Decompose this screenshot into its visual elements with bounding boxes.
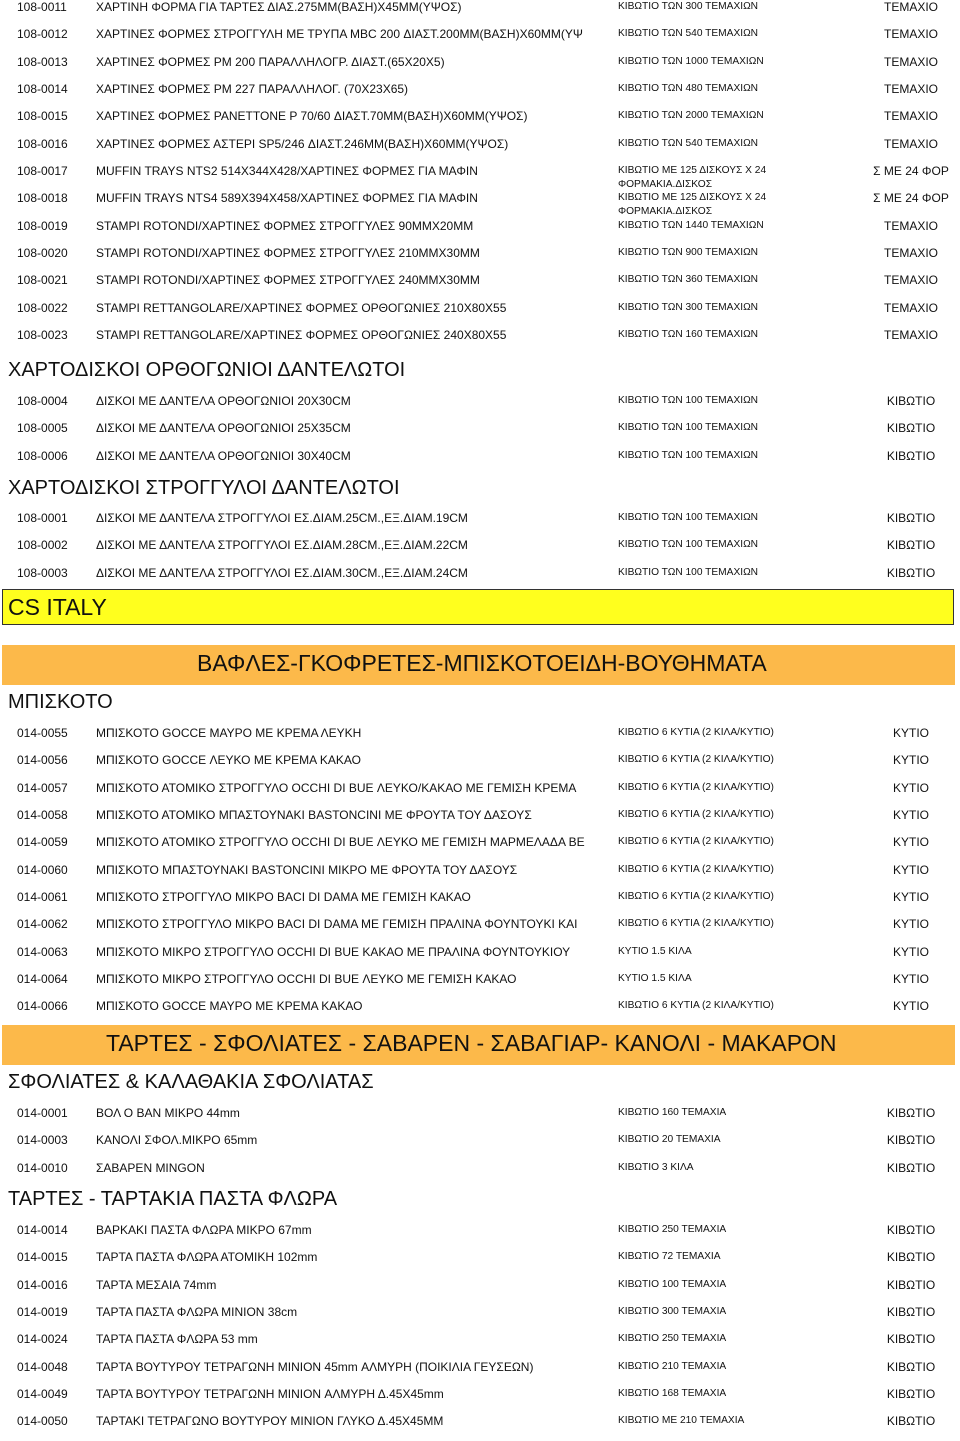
sales-unit: ΚΙΒΩΤΙΟ <box>886 394 936 408</box>
product-code: 108-0014 <box>17 81 68 96</box>
product-description: ΧΑΡΤΙΝΕΣ ΦΟΡΜΕΣ ΑΣΤΕΡΙ SP5/246 ΔΙΑΣΤ.246ΜΜ(ΒΑΣΗ)Χ60ΜΜ(ΥΨΟΣ) <box>96 136 509 151</box>
table-row <box>0 808 960 835</box>
product-description: ΚΑΝΟΛΙ ΣΦΟΛ.ΜΙΚΡΟ 65mm <box>96 1133 258 1148</box>
sales-unit: ΤΕΜΑΧΙΟ <box>883 54 938 69</box>
product-description: ΧΑΡΤΙΝΕΣ ΦΟΡΜΕΣ PM 227 ΠΑΡΑΛΛΗΛΟΓ. (70Χ23Χ65) <box>96 81 409 96</box>
packaging-info: ΚΙΒΩΤΙΟ 250 ΤΕΜΑΧΙΑ <box>618 1333 727 1345</box>
packaging-info: ΚΙΒΩΤΙΟ ΜΕ 125 ΔΙΣΚΟΥΣ Χ 24 ΦΟΡΜΑΚΙΑ.ΔΙΣΚΟΣ <box>618 164 767 190</box>
product-description: STAMPI RETTANGOLARE/ΧΑΡΤΙΝΕΣ ΦΟΡΜΕΣ ΟΡΘΟΓΩΝΙΕΣ 210Χ80Χ55 <box>96 300 507 315</box>
sales-unit: ΚΙΒΩΤΙΟ <box>886 1359 936 1374</box>
sales-unit: ΚΙΒΩΤΙΟ <box>886 1386 936 1401</box>
product-description: ΤΑΡΤΑ ΒΟΥΤΥΡΟΥ ΤΕΤΡΑΓΩΝΗ MINION ΑΛΜΥΡΗ Δ.45Χ45mm <box>96 1386 444 1401</box>
product-code: 014-0061 <box>17 889 68 904</box>
product-description: ΤΑΡΤΑΚΙ ΤΕΤΡΑΓΩΝΟ ΒΟΥΤΥΡΟΥ MINION ΓΛΥΚΟ Δ.45Χ45ΜΜ <box>96 1414 444 1429</box>
packaging-info: ΚΙΒΩΤΙΟ ΤΩΝ 100 ΤΕΜΑΧΙΩΝ <box>618 539 759 551</box>
category-heading: ΧΑΡΤΟΔΙΣΚΟΙ ΣΤΡΟΓΓΥΛΟΙ ΔΑΝΤΕΛΩΤΟΙ <box>8 477 400 499</box>
section-banner-title: ΒΑΦΛΕΣ-ΓΚΟΦΡΕΤΕΣ-ΜΠΙΣΚΟΤΟΕΙΔΗ-ΒΟΥΘΗΜΑΤΑ <box>197 650 767 676</box>
table-row <box>0 191 960 218</box>
product-description: ΜΠΙΣΚΟΤΟ ΑΤΟΜΙΚΟ ΜΠΑΣΤΟΥΝΑΚΙ BASTONCINI ΜΕ ΦΡΟΥΤΑ ΤΟΥ ΔΑΣΟΥΣ <box>96 807 532 822</box>
packaging-info: ΚΙΒΩΤΙΟ ΤΩΝ 2000 ΤΕΜΑΧΙΩΝ <box>618 110 764 122</box>
product-description: ΜΠΙΣΚΟΤΟ ΜΙΚΡΟ ΣΤΡΟΓΓΥΛΟ OCCHI DI BUE ΚΑΚΑΟ ΜΕ ΠΡΑΛΙΝΑ ΦΟΥΝΤΟΥΚΙΟΥ <box>96 944 571 959</box>
packaging-info: ΚΙΒΩΤΙΟ ΤΩΝ 300 ΤΕΜΑΧΙΩΝ <box>618 1 759 12</box>
product-description: STAMPI ROTONDI/ΧΑΡΤΙΝΕΣ ΦΟΡΜΕΣ ΣΤΡΟΓΓΥΛΕΣ 210ΜΜΧ30ΜΜ <box>96 245 480 260</box>
packaging-info: ΚΙΒΩΤΙΟ 100 ΤΕΜΑΧΙΑ <box>618 1278 727 1290</box>
product-code: 014-0062 <box>17 917 68 932</box>
sales-unit: ΚΥΤΙΟ <box>892 780 929 795</box>
packaging-info: ΚΙΒΩΤΙΟ 6 ΚΥΤΙΑ (2 ΚΙΛΑ/ΚΥΤΙΟ) <box>618 754 774 766</box>
sales-unit: ΤΕΜΑΧΙΟ <box>883 218 938 233</box>
sales-unit: ΚΙΒΩΤΙΟ <box>886 1332 936 1347</box>
product-code: 014-0058 <box>17 807 68 822</box>
product-code: 108-0005 <box>17 421 68 436</box>
product-description: ΔΙΣΚΟΙ ΜΕ ΔΑΝΤΕΛΑ ΣΤΡΟΓΓΥΛΟΙ ΕΣ.ΔΙΑΜ.28CM.,ΕΞ.ΔΙΑΜ.22CM <box>96 538 468 553</box>
packaging-info: ΚΙΒΩΤΙΟ ΤΩΝ 300 ΤΕΜΑΧΙΩΝ <box>618 301 759 313</box>
category-heading: ΜΠΙΣΚΟΤΟ <box>8 691 113 713</box>
packaging-info: ΚΙΒΩΤΙΟ ΤΩΝ 100 ΤΕΜΑΧΙΩΝ <box>618 422 759 434</box>
packaging-info: ΚΙΒΩΤΙΟ 3 ΚΙΛΑ <box>618 1161 694 1173</box>
table-row <box>0 835 960 862</box>
product-description: ΒΑΡΚΑΚΙ ΠΑΣΤΑ ΦΛΩΡΑ ΜΙΚΡΟ 67mm <box>96 1223 312 1237</box>
table-row <box>0 109 960 136</box>
packaging-info: ΚΙΒΩΤΙΟ 300 ΤΕΜΑΧΙΑ <box>618 1305 727 1317</box>
sales-unit: ΚΙΒΩΤΙΟ <box>886 1250 936 1265</box>
packaging-info: ΚΙΒΩΤΙΟ ΤΩΝ 1440 ΤΕΜΑΧΙΩΝ <box>618 219 764 231</box>
table-row <box>0 1133 960 1160</box>
product-code: 108-0004 <box>17 394 68 408</box>
product-description: STAMPI ROTONDI/ΧΑΡΤΙΝΕΣ ΦΟΡΜΕΣ ΣΤΡΟΓΓΥΛΕΣ 90ΜΜΧ20ΜΜ <box>96 218 474 233</box>
sales-unit: ΚΙΒΩΤΙΟ <box>886 448 936 463</box>
table-row <box>0 246 960 273</box>
sales-unit: ΚΙΒΩΤΙΟ <box>886 1304 936 1319</box>
packaging-info: ΚΙΒΩΤΙΟ ΤΩΝ 100 ΤΕΜΑΧΙΩΝ <box>618 566 759 578</box>
sales-unit: ΚΙΒΩΤΙΟ <box>886 1106 936 1120</box>
product-code: 014-0016 <box>17 1277 68 1292</box>
sales-unit: ΚΥΤΙΟ <box>892 726 929 740</box>
sales-unit: ΚΙΒΩΤΙΟ <box>886 1223 936 1237</box>
packaging-info: ΚΙΒΩΤΙΟ 6 ΚΥΤΙΑ (2 ΚΙΛΑ/ΚΥΤΙΟ) <box>618 918 774 930</box>
table-row <box>0 511 960 538</box>
packaging-info: ΚΙΒΩΤΙΟ 6 ΚΥΤΙΑ (2 ΚΙΛΑ/ΚΥΤΙΟ) <box>618 1000 774 1012</box>
section-banner <box>2 645 955 685</box>
product-description: ΧΑΡΤΙΝΕΣ ΦΟΡΜΕΣ PANETTONE P 70/60 ΔΙΑΣΤ.70ΜΜ(ΒΑΣΗ)Χ60ΜΜ(ΥΨΟΣ) <box>96 109 528 124</box>
table-row <box>0 164 960 191</box>
product-code: 108-0001 <box>17 511 68 525</box>
sales-unit: ΚΙΒΩΤΙΟ <box>886 1133 936 1148</box>
product-description: STAMPI RETTANGOLARE/ΧΑΡΤΙΝΕΣ ΦΟΡΜΕΣ ΟΡΘΟΓΩΝΙΕΣ 240Χ80Χ55 <box>96 327 507 342</box>
table-row <box>0 1106 960 1133</box>
sales-unit: ΤΕΜΑΧΙΟ <box>883 300 938 315</box>
product-code: 014-0019 <box>17 1304 68 1319</box>
table-row <box>0 753 960 780</box>
table-row <box>0 945 960 972</box>
sales-unit: ΤΕΜΑΧΙΟ <box>883 0 938 14</box>
product-description: ΜΠΙΣΚΟΤΟ GOCCE ΜΑΥΡΟ ΜΕ ΚΡΕΜΑ ΛΕΥΚΗ <box>96 726 362 740</box>
product-description: ΜΠΙΣΚΟΤΟ GOCCE ΜΑΥΡΟ ΜΕ ΚΡΕΜΑ ΚΑΚΑΟ <box>96 999 363 1014</box>
product-code: 014-0056 <box>17 753 68 768</box>
sales-unit: ΚΙΒΩΤΙΟ <box>886 538 936 553</box>
packaging-info: ΚΙΒΩΤΙΟ ΤΩΝ 540 ΤΕΜΑΧΙΩΝ <box>618 137 759 149</box>
product-code: 108-0011 <box>17 0 67 14</box>
packaging-info: ΚΙΒΩΤΙΟ 72 ΤΕΜΑΧΙΑ <box>618 1251 721 1263</box>
table-row <box>0 1332 960 1359</box>
table-row <box>0 394 960 421</box>
table-row <box>0 917 960 944</box>
packaging-info: ΚΙΒΩΤΙΟ ΜΕ 125 ΔΙΣΚΟΥΣ Χ 24 ΦΟΡΜΑΚΙΑ.ΔΙΣΚΟΣ <box>618 192 767 218</box>
product-code: 108-0015 <box>17 109 68 124</box>
packaging-info: ΚΙΒΩΤΙΟ ΤΩΝ 900 ΤΕΜΑΧΙΩΝ <box>618 246 759 258</box>
sales-unit: ΚΥΤΙΟ <box>892 971 929 986</box>
section-banner-title: ΤΑΡΤΕΣ - ΣΦΟΛΙΑΤΕΣ - ΣΑΒΑΡΕΝ - ΣΑΒΑΓΙΑΡ- ΚΑΝΟΛΙ - ΜΑΚΑΡΟΝ <box>106 1030 837 1056</box>
packaging-info: ΚΙΒΩΤΙΟ 6 ΚΥΤΙΑ (2 ΚΙΛΑ/ΚΥΤΙΟ) <box>618 727 774 738</box>
sales-unit: ΚΥΤΙΟ <box>892 807 929 822</box>
product-description: ΤΑΡΤΑ ΠΑΣΤΑ ΦΛΩΡΑ ΑΤΟΜΙΚΗ 102mm <box>96 1250 318 1265</box>
product-code: 108-0012 <box>17 27 68 42</box>
product-code: 108-0002 <box>17 538 68 553</box>
sales-unit: ΚΥΤΙΟ <box>892 835 929 850</box>
sales-unit: ΚΙΒΩΤΙΟ <box>886 1277 936 1292</box>
product-code: 014-0066 <box>17 999 68 1014</box>
product-code: 014-0050 <box>17 1414 68 1429</box>
table-row <box>0 1250 960 1277</box>
product-code: 108-0006 <box>17 448 68 463</box>
sales-unit: ΚΥΤΙΟ <box>892 862 929 877</box>
table-row <box>0 972 960 999</box>
sales-unit: Σ ΜΕ 24 ΦΟΡ <box>873 163 949 178</box>
product-description: ΔΙΣΚΟΙ ΜΕ ΔΑΝΤΕΛΑ ΟΡΘΟΓΩΝΙΟΙ 30Χ40CM <box>96 448 351 463</box>
sales-unit: ΚΙΒΩΤΙΟ <box>886 511 936 525</box>
table-row <box>0 1360 960 1387</box>
packaging-info: ΚΙΒΩΤΙΟ 168 ΤΕΜΑΧΙΑ <box>618 1387 727 1399</box>
product-description: MUFFIN TRAYS NTS2 514X344X428/ΧΑΡΤΙΝΕΣ ΦΟΡΜΕΣ ΓΙΑ ΜΑΦΙΝ <box>96 163 478 178</box>
packaging-info: ΚΙΒΩΤΙΟ 6 ΚΥΤΙΑ (2 ΚΙΛΑ/ΚΥΤΙΟ) <box>618 836 774 848</box>
table-row <box>0 82 960 109</box>
table-row <box>0 301 960 328</box>
product-description: ΔΙΣΚΟΙ ΜΕ ΔΑΝΤΕΛΑ ΣΤΡΟΓΓΥΛΟΙ ΕΣ.ΔΙΑΜ.30CM.,ΕΞ.ΔΙΑΜ.24CM <box>96 565 468 580</box>
product-description: ΜΠΙΣΚΟΤΟ ΜΙΚΡΟ ΣΤΡΟΓΓΥΛΟ OCCHI DI BUE ΛΕΥΚΟ ΜΕ ΓΕΜΙΣΗ ΚΑΚΑΟ <box>96 971 517 986</box>
table-row <box>0 1161 960 1188</box>
packaging-info: ΚΥΤΙΟ 1.5 ΚΙΛΑ <box>618 972 692 984</box>
product-description: ΜΠΙΣΚΟΤΟ GOCCE ΛΕΥΚΟ ΜΕ ΚΡΕΜΑ ΚΑΚΑΟ <box>96 753 361 768</box>
product-description: ΤΑΡΤΑ ΒΟΥΤΥΡΟΥ ΤΕΤΡΑΓΩΝΗ MINION 45mm ΑΛΜΥΡΗ (ΠΟΙΚΙΛΙΑ ΓΕΥΣΕΩΝ) <box>96 1359 534 1374</box>
packaging-info: ΚΙΒΩΤΙΟ 210 ΤΕΜΑΧΙΑ <box>618 1360 727 1372</box>
table-row <box>0 863 960 890</box>
category-heading: ΤΑΡΤΕΣ - ΤΑΡΤΑΚΙΑ ΠΑΣΤΑ ΦΛΩΡΑ <box>8 1188 338 1210</box>
product-code: 108-0016 <box>17 136 68 151</box>
product-code: 108-0020 <box>17 245 68 260</box>
product-code: 014-0024 <box>17 1332 68 1347</box>
sales-unit: ΤΕΜΑΧΙΟ <box>883 245 938 260</box>
table-row <box>0 1278 960 1305</box>
sales-unit: ΚΥΤΙΟ <box>892 917 929 932</box>
product-code: 014-0057 <box>17 780 68 795</box>
packaging-info: ΚΙΒΩΤΙΟ ΤΩΝ 160 ΤΕΜΑΧΙΩΝ <box>618 328 759 340</box>
sales-unit: ΤΕΜΑΧΙΟ <box>883 327 938 342</box>
sales-unit: ΤΕΜΑΧΙΟ <box>883 27 938 42</box>
product-description: ΔΙΣΚΟΙ ΜΕ ΔΑΝΤΕΛΑ ΟΡΘΟΓΩΝΙΟΙ 25Χ35CM <box>96 421 351 436</box>
packaging-info: ΚΙΒΩΤΙΟ ΤΩΝ 1000 ΤΕΜΑΧΙΩΝ <box>618 55 764 67</box>
product-code: 014-0010 <box>17 1160 68 1175</box>
brand-banner <box>2 589 954 625</box>
packaging-info: ΚΥΤΙΟ 1.5 ΚΙΛΑ <box>618 945 692 957</box>
product-code: 014-0049 <box>17 1386 68 1401</box>
product-code: 014-0055 <box>17 726 68 740</box>
product-description: ΔΙΣΚΟΙ ΜΕ ΔΑΝΤΕΛΑ ΟΡΘΟΓΩΝΙΟΙ 20Χ30CM <box>96 394 351 408</box>
product-code: 014-0064 <box>17 971 68 986</box>
product-description: ΜΠΙΣΚΟΤΟ ΣΤΡΟΓΓΥΛΟ ΜΙΚΡΟ BACI DI DAMA ΜΕ ΓΕΜΙΣΗ ΠΡΑΛΙΝΑ ΦΟΥΝΤΟΥΚΙ ΚΑΙ <box>96 917 578 932</box>
sales-unit: ΚΥΤΙΟ <box>892 999 929 1014</box>
product-description: ΤΑΡΤΑ ΠΑΣΤΑ ΦΛΩΡΑ 53 mm <box>96 1332 258 1347</box>
sales-unit: ΚΙΒΩΤΙΟ <box>886 1160 936 1175</box>
table-row <box>0 1223 960 1250</box>
product-code: 014-0015 <box>17 1250 68 1265</box>
table-row <box>0 328 960 355</box>
table-row <box>0 273 960 300</box>
table-row <box>0 27 960 54</box>
product-code: 014-0048 <box>17 1359 68 1374</box>
sales-unit: ΤΕΜΑΧΙΟ <box>883 109 938 124</box>
product-description: ΜΠΙΣΚΟΤΟ ΜΠΑΣΤΟΥΝΑΚΙ BASTONCINI ΜΙΚΡΟ ΜΕ ΦΡΟΥΤΑ ΤΟΥ ΔΑΣΟΥΣ <box>96 862 518 877</box>
table-row <box>0 449 960 476</box>
packaging-info: ΚΙΒΩΤΙΟ 250 ΤΕΜΑΧΙΑ <box>618 1224 727 1235</box>
packaging-info: ΚΙΒΩΤΙΟ ΤΩΝ 100 ΤΕΜΑΧΙΩΝ <box>618 512 759 523</box>
category-heading: ΧΑΡΤΟΔΙΣΚΟΙ ΟΡΘΟΓΩΝΙΟΙ ΔΑΝΤΕΛΩΤΟΙ <box>8 359 406 381</box>
product-code: 014-0001 <box>17 1106 68 1120</box>
product-description: ΜΠΙΣΚΟΤΟ ΑΤΟΜΙΚΟ ΣΤΡΟΓΓΥΛΟ OCCHI DI BUE ΛΕΥΚΟ ΜΕ ΓΕΜΙΣΗ ΜΑΡΜΕΛΑΔΑ ΒΕ <box>96 835 585 850</box>
product-description: ΤΑΡΤΑ ΠΑΣΤΑ ΦΛΩΡΑ MINION 38cm <box>96 1304 298 1319</box>
product-code: 108-0019 <box>17 218 68 233</box>
sales-unit: ΚΥΤΙΟ <box>892 944 929 959</box>
packaging-info: ΚΙΒΩΤΙΟ ΜΕ 210 ΤΕΜΑΧΙΑ <box>618 1415 745 1427</box>
product-description: ΒΟΛ Ο ΒΑΝ ΜΙΚΡΟ 44mm <box>96 1106 240 1120</box>
table-row <box>0 726 960 753</box>
section-banner <box>2 1025 955 1065</box>
product-description: ΜΠΙΣΚΟΤΟ ΣΤΡΟΓΓΥΛΟ ΜΙΚΡΟ BACI DI DAMA ΜΕ ΓΕΜΙΣΗ ΚΑΚΑΟ <box>96 889 471 904</box>
sales-unit: ΤΕΜΑΧΙΟ <box>883 81 938 96</box>
table-row <box>0 137 960 164</box>
packaging-info: ΚΙΒΩΤΙΟ 160 ΤΕΜΑΧΙΑ <box>618 1107 727 1118</box>
packaging-info: ΚΙΒΩΤΙΟ 6 ΚΥΤΙΑ (2 ΚΙΛΑ/ΚΥΤΙΟ) <box>618 890 774 902</box>
product-description: MUFFIN TRAYS NTS4 589X394X458/ΧΑΡΤΙΝΕΣ ΦΟΡΜΕΣ ΓΙΑ ΜΑΦΙΝ <box>96 191 478 206</box>
product-code: 108-0003 <box>17 565 68 580</box>
table-row <box>0 999 960 1026</box>
table-row <box>0 890 960 917</box>
product-code: 108-0018 <box>17 191 68 206</box>
table-row <box>0 1305 960 1332</box>
packaging-info: ΚΙΒΩΤΙΟ ΤΩΝ 480 ΤΕΜΑΧΙΩΝ <box>618 82 759 94</box>
packaging-info: ΚΙΒΩΤΙΟ 6 ΚΥΤΙΑ (2 ΚΙΛΑ/ΚΥΤΙΟ) <box>618 863 774 875</box>
sales-unit: ΚΥΤΙΟ <box>892 889 929 904</box>
packaging-info: ΚΙΒΩΤΙΟ ΤΩΝ 360 ΤΕΜΑΧΙΩΝ <box>618 274 759 286</box>
sales-unit: ΚΙΒΩΤΙΟ <box>886 1414 936 1429</box>
product-code: 014-0014 <box>17 1223 68 1237</box>
product-code: 108-0013 <box>17 54 68 69</box>
product-code: 014-0059 <box>17 835 68 850</box>
brand-name: CS ITALY <box>8 594 107 620</box>
packaging-info: ΚΙΒΩΤΙΟ 20 ΤΕΜΑΧΙΑ <box>618 1134 721 1146</box>
table-row <box>0 781 960 808</box>
packaging-info: ΚΙΒΩΤΙΟ ΤΩΝ 540 ΤΕΜΑΧΙΩΝ <box>618 28 759 40</box>
sales-unit: ΚΙΒΩΤΙΟ <box>886 565 936 580</box>
product-description: ΣΑΒΑΡΕΝ MINGON <box>96 1160 205 1175</box>
product-code: 108-0022 <box>17 300 68 315</box>
table-row <box>0 55 960 82</box>
table-row <box>0 0 960 27</box>
table-row <box>0 219 960 246</box>
product-code: 014-0003 <box>17 1133 68 1148</box>
product-code: 014-0063 <box>17 944 68 959</box>
table-row <box>0 421 960 448</box>
product-description: STAMPI ROTONDI/ΧΑΡΤΙΝΕΣ ΦΟΡΜΕΣ ΣΤΡΟΓΓΥΛΕΣ 240ΜΜΧ30ΜΜ <box>96 273 480 288</box>
table-row <box>0 1387 960 1414</box>
sales-unit: Σ ΜΕ 24 ΦΟΡ <box>873 191 949 206</box>
sales-unit: ΚΙΒΩΤΙΟ <box>886 421 936 436</box>
packaging-info: ΚΙΒΩΤΙΟ 6 ΚΥΤΙΑ (2 ΚΙΛΑ/ΚΥΤΙΟ) <box>618 781 774 793</box>
product-code: 108-0017 <box>17 163 68 178</box>
product-description: ΤΑΡΤΑ ΜΕΣΑΙΑ 74mm <box>96 1277 217 1292</box>
packaging-info: ΚΙΒΩΤΙΟ ΤΩΝ 100 ΤΕΜΑΧΙΩΝ <box>618 395 759 406</box>
product-description: ΧΑΡΤΙΝΕΣ ΦΟΡΜΕΣ ΣΤΡΟΓΓΥΛΗ ΜΕ ΤΡΥΠΑ MBC 200 ΔΙΑΣΤ.200ΜΜ(ΒΑΣΗ)Χ60ΜΜ(ΥΨ <box>96 27 583 42</box>
product-description: ΔΙΣΚΟΙ ΜΕ ΔΑΝΤΕΛΑ ΣΤΡΟΓΓΥΛΟΙ ΕΣ.ΔΙΑΜ.25CM.,ΕΞ.ΔΙΑΜ.19CM <box>96 511 468 525</box>
product-code: 108-0023 <box>17 327 68 342</box>
category-heading: ΣΦΟΛΙΑΤΕΣ & ΚΑΛΑΘΑΚΙΑ ΣΦΟΛΙΑΤΑΣ <box>8 1071 374 1093</box>
product-description: ΧΑΡΤΙΝΗ ΦΟΡΜΑ ΓΙΑ ΤΑΡΤΕΣ ΔΙΑΣ.275ΜΜ(ΒΑΣΗ)Χ45ΜΜ(ΥΨΟΣ) <box>96 0 462 14</box>
product-code: 014-0060 <box>17 862 68 877</box>
product-description: ΜΠΙΣΚΟΤΟ ΑΤΟΜΙΚΟ ΣΤΡΟΓΓΥΛΟ OCCHI DI BUE ΛΕΥΚΟ/ΚΑΚΑΟ ΜΕ ΓΕΜΙΣΗ ΚΡΕΜΑ <box>96 780 577 795</box>
sales-unit: ΚΥΤΙΟ <box>892 753 929 768</box>
packaging-info: ΚΙΒΩΤΙΟ ΤΩΝ 100 ΤΕΜΑΧΙΩΝ <box>618 449 759 461</box>
sales-unit: ΤΕΜΑΧΙΟ <box>883 273 938 288</box>
product-code: 108-0021 <box>17 273 68 288</box>
table-row <box>0 538 960 565</box>
sales-unit: ΤΕΜΑΧΙΟ <box>883 136 938 151</box>
packaging-info: ΚΙΒΩΤΙΟ 6 ΚΥΤΙΑ (2 ΚΙΛΑ/ΚΥΤΙΟ) <box>618 808 774 820</box>
product-description: ΧΑΡΤΙΝΕΣ ΦΟΡΜΕΣ PM 200 ΠΑΡΑΛΛΗΛΟΓΡ. ΔΙΑΣΤ.(65Χ20Χ5) <box>96 54 445 69</box>
